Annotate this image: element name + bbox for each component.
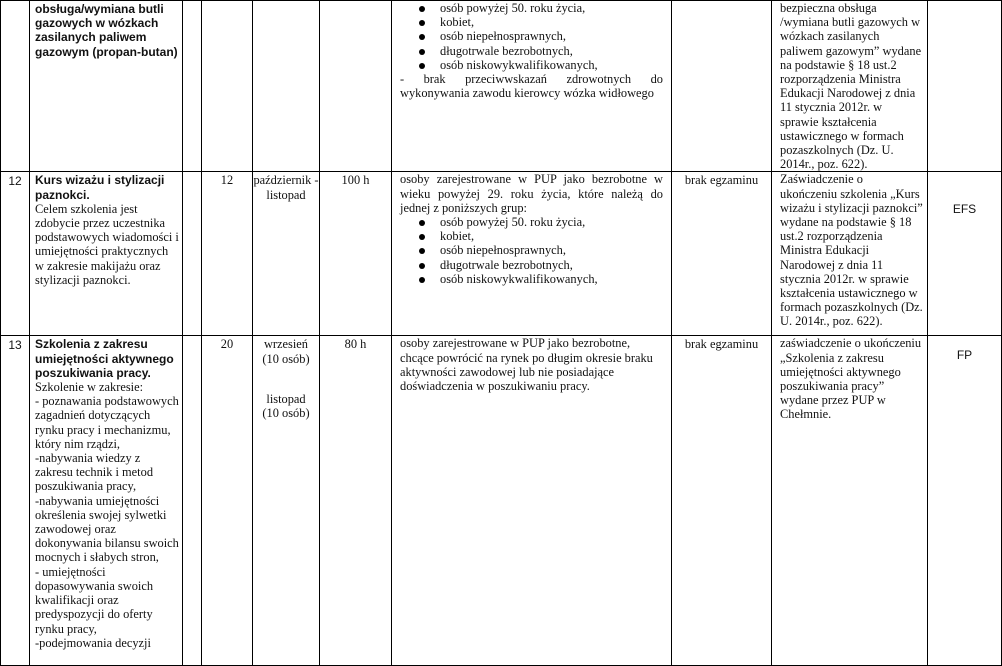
- list-item: osób niepełnosprawnych,: [400, 29, 663, 43]
- list-item: kobiet,: [400, 229, 663, 243]
- list-item: osób niskowykwalifikowanych,: [400, 58, 663, 72]
- training-description: Szkolenie w zakresie:: [35, 380, 144, 395]
- training-description: - poznawania podstawowych zagadnień dotyczących rynku pracy i mechanizmu, który nim rządzi,: [35, 394, 179, 451]
- list-item: osób niskowykwalifikowanych,: [400, 272, 663, 286]
- training-description: - umiejętności dopasowywania swoich kwalifikacji oraz predyspozycji do oferty rynku pracy,: [35, 564, 154, 636]
- training-description: -podejmowania decyzji: [35, 635, 151, 650]
- target-group-list: [400, 215, 663, 286]
- participants-count: 12: [202, 172, 253, 336]
- spacer-cell: [183, 172, 202, 336]
- group-requirement: - brak przeciwwskazań zdrowotnych do wykonywania zawodu kierowcy wózka widłowego: [400, 72, 663, 101]
- training-description: -nabywania umiejętności określenia swojej sylwetki zawodowej oraz dokonywania bilansu swoich mocnych i słabych stron,: [35, 493, 179, 565]
- training-name: [30, 1, 183, 172]
- training-title: obsługa/wymiana butli gazowych w wózkach zasilanych paliwem gazowym (propan-butan): [35, 2, 178, 59]
- group-requirement: osoby zarejestrowane w PUP jako bezrobotne w wieku powyżej 29. roku życia, które należą do jednej z poniższych grup:: [400, 172, 663, 215]
- table-row: [1, 336, 1002, 666]
- exam: brak egzaminu: [672, 172, 772, 336]
- funding-source: [928, 1, 1002, 172]
- list-item: osób powyżej 50. roku życia,: [400, 1, 663, 15]
- training-name: [30, 172, 183, 336]
- row-number: 12: [1, 172, 30, 336]
- hours: [320, 1, 392, 172]
- certificate: zaświadczenie o ukończeniu „Szkolenia z zakresu umiejętności aktywnego poszukiwania pracy” wydane przez PUP w Chełmnie.: [772, 336, 928, 666]
- hours: 80 h: [320, 336, 392, 666]
- exam: [672, 1, 772, 172]
- funding-source: EFS: [928, 172, 1002, 336]
- hours: 100 h: [320, 172, 392, 336]
- group-requirement: osoby zarejestrowane w PUP jako bezrobotne, chcące powrócić na rynek po długim okresie braku aktywności zawodowej lub nie posiadające doświadczenia w poszukiwaniu pracy.: [400, 336, 653, 394]
- term: [253, 336, 320, 666]
- list-item: osób niepełnosprawnych,: [400, 243, 663, 257]
- participants-count: 20: [202, 336, 253, 666]
- certificate: bezpieczna obsługa /wymiana butli gazowych w wózkach zasilanych paliwem gazowym” wydane na podstawie § 18 ust.2 rozporządzenia Ministra Edukacji Narodowej z dnia 11 stycznia 2012r. w sprawie kształcenia ustawicznego w formach pozaszkolnych (Dz. U. 2014r., poz. 622).: [772, 1, 928, 172]
- training-name: [30, 336, 183, 666]
- term-line: wrzesień: [263, 337, 309, 352]
- target-group-list: [400, 1, 663, 72]
- term: [253, 172, 320, 336]
- table-row: [1, 172, 1002, 336]
- target-group: [392, 1, 672, 172]
- list-item: długotrwale bezrobotnych,: [400, 258, 663, 272]
- row-number: 13: [1, 336, 30, 666]
- target-group: [392, 172, 672, 336]
- training-description: Celem szkolenia jest zdobycie przez uczestnika podstawowych wiadomości i umiejętności praktycznych w zakresie makijażu oraz stylizacji paznokci.: [35, 201, 179, 287]
- term: [253, 1, 320, 172]
- exam: brak egzaminu: [672, 336, 772, 666]
- list-item: osób powyżej 50. roku życia,: [400, 215, 663, 229]
- term-line: październik - listopad: [253, 173, 319, 202]
- table-row: [1, 1, 1002, 172]
- list-item: długotrwale bezrobotnych,: [400, 44, 663, 58]
- term-line: listopad: [266, 391, 306, 406]
- training-description: -nabywania wiedzy z zakresu technik i metod poszukiwania pracy,: [35, 451, 154, 494]
- funding-source: FP: [928, 336, 1002, 666]
- training-title: Szkolenia z zakresu umiejętności aktywnego poszukiwania pracy.: [35, 337, 174, 380]
- spacer-cell: [183, 336, 202, 666]
- list-item: kobiet,: [400, 15, 663, 29]
- term-line: (10 osób): [262, 406, 310, 421]
- participants-count: [202, 1, 253, 172]
- spacer-cell: [183, 1, 202, 172]
- target-group: [392, 336, 672, 666]
- training-title: Kurs wizażu i stylizacji paznokci.: [35, 173, 165, 202]
- certificate: Zaświadczenie o ukończeniu szkolenia „Kurs wizażu i stylizacji paznokci” wydane na podstawie § 18 ust.2 rozporządzenia Ministra Edukacji Narodowej z dnia 11 stycznia 2012r. w sprawie kształcenia ustawicznego w formach pozaszkolnych (Dz. U. 2014r., poz. 622).: [772, 172, 928, 336]
- term-line: (10 osób): [262, 351, 310, 366]
- row-number: [1, 1, 30, 172]
